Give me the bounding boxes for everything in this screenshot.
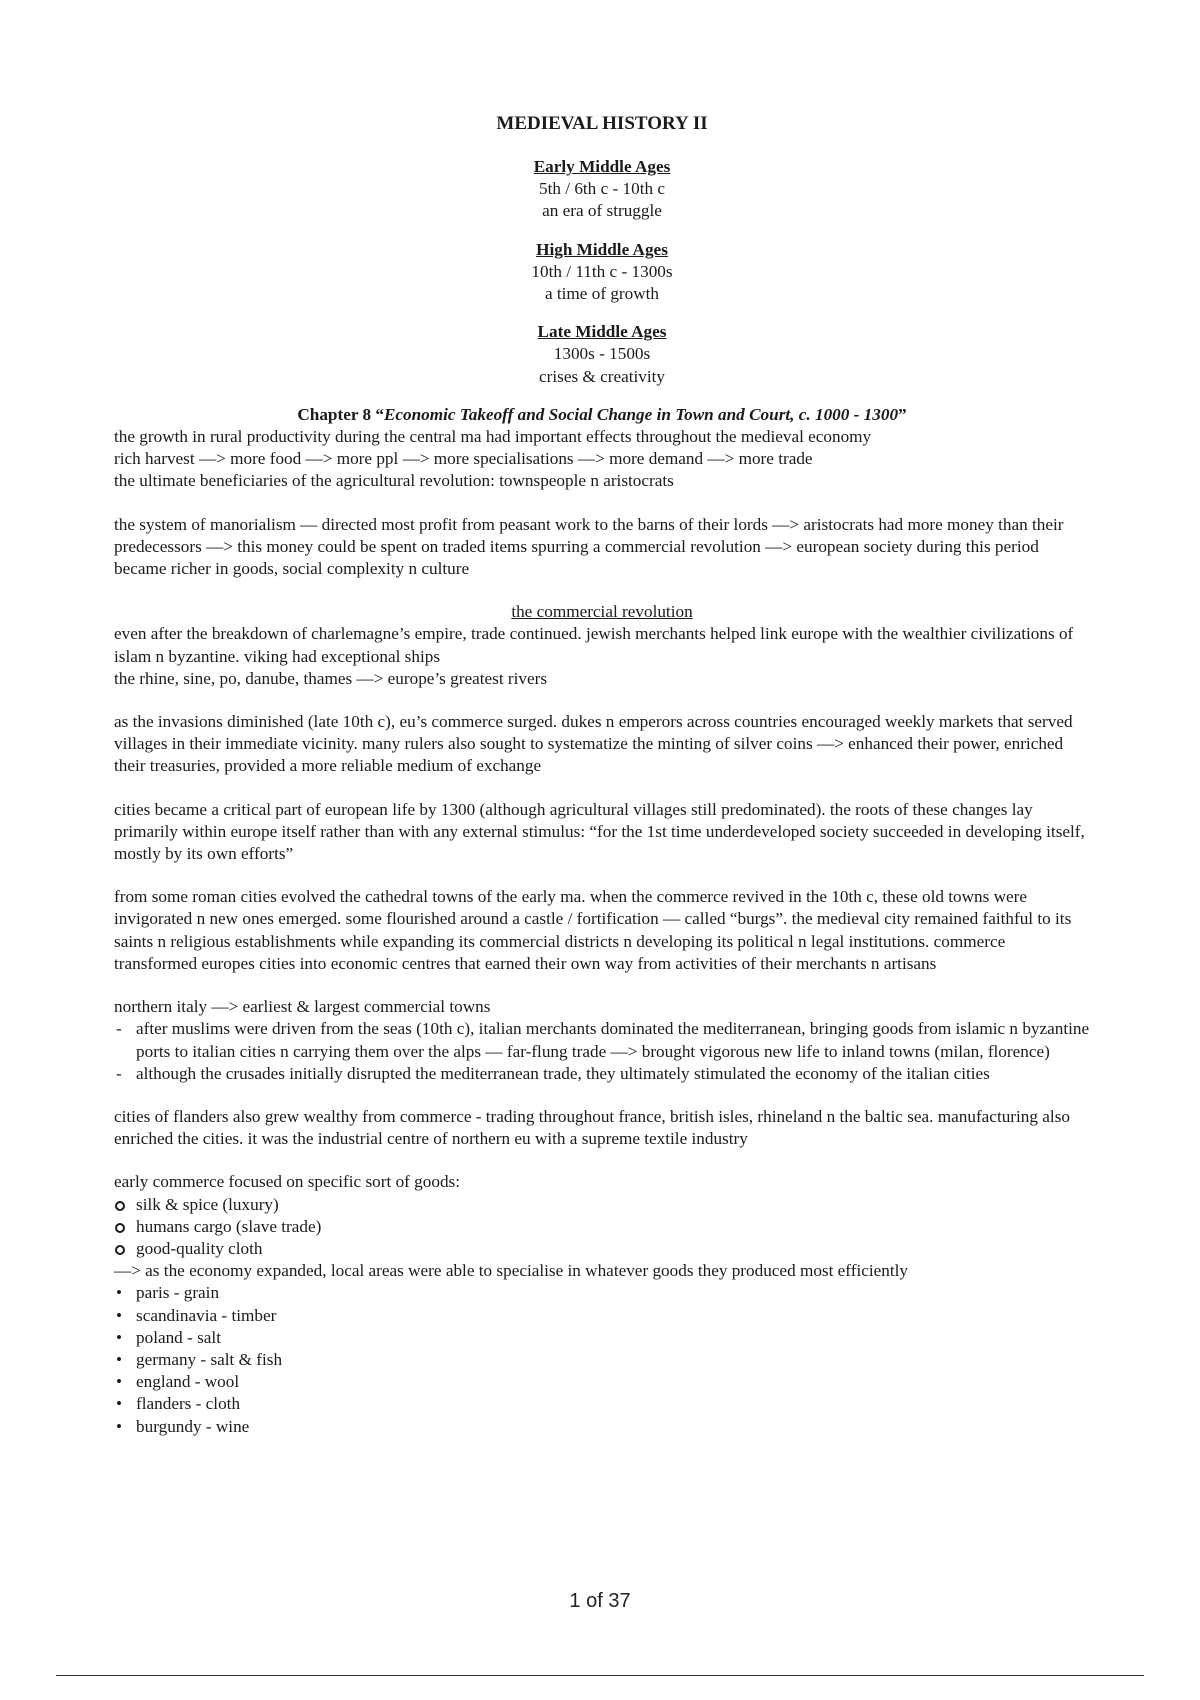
chapter-prefix: Chapter 8 “ bbox=[297, 404, 384, 424]
text-line: the rhine, sine, po, danube, thames —> europe’s greatest rivers bbox=[114, 668, 548, 688]
chapter-heading bbox=[114, 404, 1090, 426]
text-line: rich harvest —> more food —> more ppl —> more specialisations —> more demand —> more trade bbox=[114, 449, 813, 469]
list-item: • scandinavia - timber bbox=[114, 1305, 1090, 1327]
era-name: High Middle Ages bbox=[536, 239, 668, 259]
paragraph-manorialism: the system of manorialism — directed most profit from peasant work to the barns of their lords —> aristocrats had more money than their predecessors —> this money could be spent on traded items spurring a commercial revolution —> european society during this period became richer in goods, social complexity n culture bbox=[114, 514, 1064, 579]
italy-list bbox=[114, 1018, 1090, 1085]
list-item: - although the crusades initially disrupted the mediterranean trade, they ultimately stimulated the economy of the italian cities bbox=[114, 1063, 1090, 1085]
goods-section bbox=[114, 1171, 1090, 1437]
goods-note: —> as the economy expanded, local areas were able to specialise in whatever goods they produced most efficiently bbox=[114, 1261, 908, 1281]
regions-list bbox=[114, 1282, 1090, 1437]
chapter-title-italic: Economic Takeoff and Social Change in Town and Court, c. 1000 - 1300 bbox=[383, 404, 899, 424]
list-item: • poland - salt bbox=[114, 1327, 1090, 1349]
text-line: even after the breakdown of charlemagne’s empire, trade continued. jewish merchants helped link europe with the wealthier civilizations of islam n byzantine. viking had exceptional ships bbox=[114, 624, 1074, 666]
section-heading: the commercial revolution bbox=[511, 602, 693, 622]
paragraph-flanders: cities of flanders also grew wealthy from commerce - trading throughout france, british isles, rhineland n the baltic sea. manufacturing also enriched the cities. it was the industrial centre of northern eu with a supreme textile industry bbox=[114, 1106, 1070, 1149]
footer-divider bbox=[56, 1675, 1144, 1676]
paragraph-trade bbox=[114, 623, 1090, 690]
era-late bbox=[114, 321, 1090, 388]
document-title: MEDIEVAL HISTORY II bbox=[496, 113, 708, 134]
document-page bbox=[114, 112, 1090, 1438]
era-high bbox=[114, 239, 1090, 306]
era-dates: 10th / 11th c - 1300s bbox=[531, 261, 673, 281]
era-dates: 5th / 6th c - 10th c bbox=[538, 179, 666, 199]
list-item: • burgundy - wine bbox=[114, 1416, 1090, 1438]
list-item: • england - wool bbox=[114, 1371, 1090, 1393]
list-item: good-quality cloth bbox=[114, 1238, 1090, 1260]
era-name: Early Middle Ages bbox=[533, 157, 671, 176]
chapter-suffix: ” bbox=[898, 404, 907, 424]
era-name: Late Middle Ages bbox=[537, 322, 667, 342]
era-description: a time of growth bbox=[544, 284, 660, 304]
page-number: 1 of 37 bbox=[569, 1590, 631, 1612]
italy-lead: northern italy —> earliest & largest commercial towns bbox=[114, 997, 491, 1017]
era-description: crises & creativity bbox=[539, 366, 665, 386]
goods-lead: early commerce focused on specific sort of goods: bbox=[114, 1172, 461, 1192]
intro-paragraph bbox=[114, 426, 1090, 493]
list-item: - after muslims were driven from the seas (10th c), italian merchants dominated the mediterranean, bringing goods from islamic n byzantine ports to italian cities n carrying them over the alps — far-flung trade —> brought vigorous new life to inland towns (milan, florence) bbox=[114, 1018, 1090, 1062]
italy-section bbox=[114, 996, 1090, 1085]
list-item: • germany - salt & fish bbox=[114, 1349, 1090, 1371]
era-description: an era of struggle bbox=[542, 201, 662, 221]
list-item: silk & spice (luxury) bbox=[114, 1194, 1090, 1216]
list-item: • flanders - cloth bbox=[114, 1393, 1090, 1415]
paragraph-invasions: as the invasions diminished (late 10th c), eu’s commerce surged. dukes n emperors across countries encouraged weekly markets that served villages in their immediate vicinity. many rulers also sought to systematize the minting of silver coins —> enhanced their power, enriched their treasuries, provided a more reliable medium of exchange bbox=[114, 712, 1073, 776]
era-dates: 1300s - 1500s bbox=[553, 344, 651, 364]
text-line: the ultimate beneficiaries of the agricultural revolution: townspeople n aristocrats bbox=[114, 471, 674, 491]
paragraph-roman-cities: from some roman cities evolved the cathedral towns of the early ma. when the commerce revived in the 10th c, these old towns were invigorated n new ones emerged. some flourished around a castle / fortification — called “burgs”. the medieval city remained faithful to its saints n religious establishments while expanding its commercial districts n developing its political n legal institutions. commerce transformed europes cities into economic centres that earned their own way from activities of their merchants n artisans bbox=[114, 887, 1072, 973]
text-line: the growth in rural productivity during the central ma had important effects throughout the medieval economy bbox=[114, 427, 872, 447]
list-item: humans cargo (slave trade) bbox=[114, 1216, 1090, 1238]
goods-list bbox=[114, 1194, 1090, 1261]
era-early bbox=[114, 156, 1090, 223]
list-item: • paris - grain bbox=[114, 1282, 1090, 1304]
paragraph-cities: cities became a critical part of european life by 1300 (although agricultural villages still predominated). the roots of these changes lay primarily within europe itself rather than with any external stimulus: “for the 1st time underdeveloped society succeeded in developing itself, mostly by its own efforts” bbox=[114, 799, 1085, 864]
